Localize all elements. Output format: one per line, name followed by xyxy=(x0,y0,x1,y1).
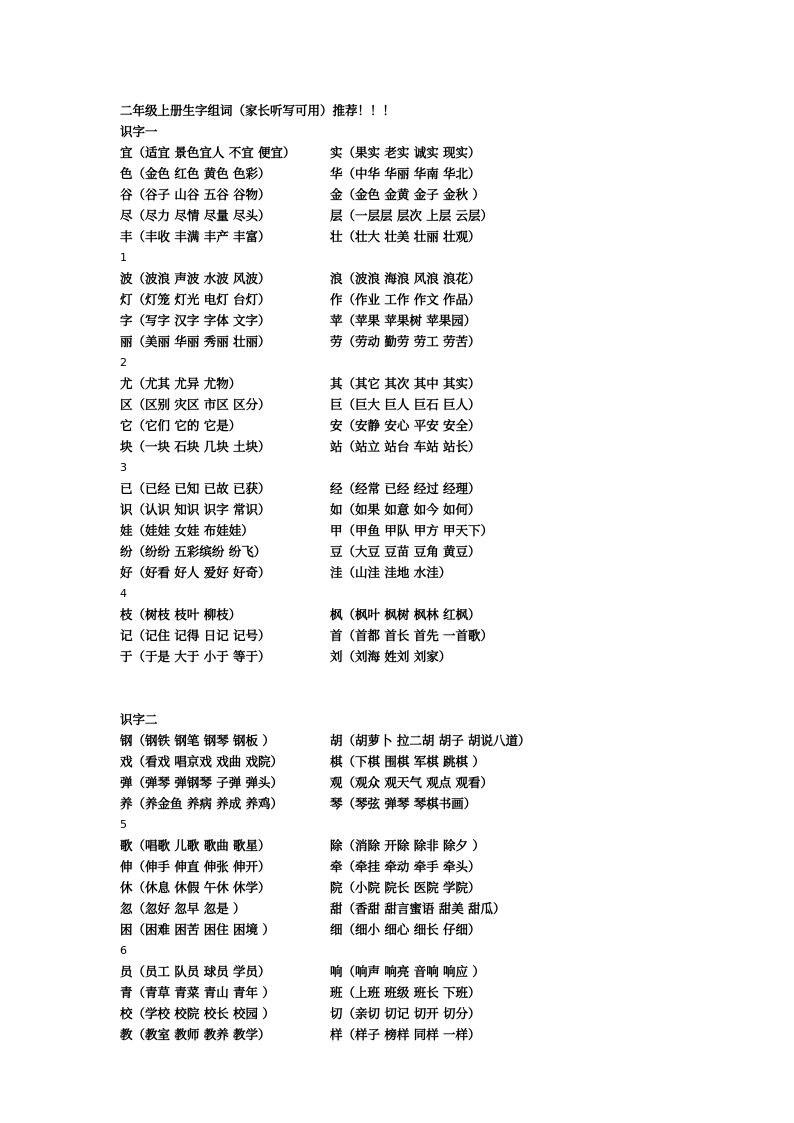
word-group-right: 洼（山洼 洼地 水洼） xyxy=(330,565,452,580)
word-group-right: 切（亲切 切记 切开 切分） xyxy=(330,1006,481,1021)
word-group-right: 劳（劳动 勤劳 劳工 劳苦） xyxy=(330,334,481,349)
word-group-row xyxy=(120,562,680,583)
lesson-number: 1 xyxy=(120,251,127,264)
word-group-left: 枝（树枝 枝叶 柳枝） xyxy=(120,607,242,622)
word-group-left: 尽（尽力 尽情 尽量 尽头） xyxy=(120,208,271,223)
word-group-row xyxy=(120,772,680,793)
word-group-right: 院（小院 院长 医院 学院） xyxy=(330,880,481,895)
word-group-right: 安（安静 安心 平安 安全） xyxy=(330,418,481,433)
section-heading: 识字一 xyxy=(120,124,158,139)
word-group-left: 好（好看 好人 爱好 好奇） xyxy=(120,565,271,580)
word-group-right: 除（消除 开除 除非 除夕 ） xyxy=(330,838,485,853)
blank-line xyxy=(120,667,680,688)
word-group-left: 块（一块 石块 几块 土块） xyxy=(120,439,271,454)
word-group-right: 经（经常 已经 经过 经理） xyxy=(330,481,481,496)
word-group-left: 记（记住 记得 日记 记号） xyxy=(120,628,271,643)
word-group-left: 员（员工 队员 球员 学员） xyxy=(120,964,271,979)
word-group-right: 响（响声 响亮 音响 响应 ） xyxy=(330,964,485,979)
word-group-row xyxy=(120,499,680,520)
word-group-right: 实（果实 老实 诚实 现实） xyxy=(330,145,481,160)
lesson-number: 6 xyxy=(120,944,127,957)
word-group-right: 苹（苹果 苹果树 苹果园） xyxy=(330,313,477,328)
word-group-row xyxy=(120,730,680,751)
word-group-left: 弹（弹琴 弹钢琴 子弹 弹头） xyxy=(120,775,284,790)
word-group-row xyxy=(120,331,680,352)
word-group-row xyxy=(120,520,680,541)
word-group-row xyxy=(120,184,680,205)
word-group-right: 样（样子 榜样 同样 一样） xyxy=(330,1027,481,1042)
word-group-right: 作（作业 工作 作文 作品） xyxy=(330,292,481,307)
word-group-left: 忽（忽好 忽早 忽是 ） xyxy=(120,901,246,916)
blank-line xyxy=(120,688,680,709)
word-group-left: 青（青草 青菜 青山 青年 ） xyxy=(120,985,275,1000)
word-group-right: 枫（枫叶 枫树 枫林 红枫） xyxy=(330,607,481,622)
word-group-row xyxy=(120,142,680,163)
word-group-left: 字（写字 汉字 字体 文字） xyxy=(120,313,271,328)
lesson-number: 3 xyxy=(120,461,127,474)
word-group-left: 尤（尤其 尤异 尤物） xyxy=(120,376,242,391)
word-group-row xyxy=(120,646,680,667)
word-group-right: 站（站立 站台 车站 站长） xyxy=(330,439,481,454)
word-group-row xyxy=(120,163,680,184)
word-group-row xyxy=(120,604,680,625)
word-group-left: 休（休息 休假 午休 休学） xyxy=(120,880,271,895)
word-group-left: 于（于是 大于 小于 等于） xyxy=(120,649,271,664)
word-group-left: 宜（适宜 景色宜人 不宜 便宜） xyxy=(120,145,296,160)
word-group-row xyxy=(120,289,680,310)
word-group-row xyxy=(120,919,680,940)
word-group-right: 牵（牵挂 牵动 牵手 牵头） xyxy=(330,859,481,874)
word-group-left: 区（区别 灾区 市区 区分） xyxy=(120,397,271,412)
word-group-row xyxy=(120,310,680,331)
word-group-left: 已（已经 已知 已故 已获） xyxy=(120,481,271,496)
word-group-row xyxy=(120,835,680,856)
word-group-row xyxy=(120,394,680,415)
word-group-row xyxy=(120,1003,680,1024)
word-group-left: 谷（谷子 山谷 五谷 谷物） xyxy=(120,187,271,202)
word-group-row xyxy=(120,226,680,247)
word-group-right: 甜（香甜 甜言蜜语 甜美 甜瓜） xyxy=(330,901,506,916)
word-group-right: 观（观众 观天气 观点 观看） xyxy=(330,775,494,790)
word-group-row xyxy=(120,877,680,898)
word-group-row xyxy=(120,478,680,499)
word-group-left: 伸（伸手 伸直 伸张 伸开） xyxy=(120,859,271,874)
word-group-row xyxy=(120,961,680,982)
word-group-row xyxy=(120,541,680,562)
word-group-right: 琴（琴弦 弹琴 琴棋书画） xyxy=(330,796,477,811)
word-group-row xyxy=(120,982,680,1003)
word-group-left: 色（金色 红色 黄色 色彩） xyxy=(120,166,271,181)
word-group-left: 波（波浪 声波 水波 风波） xyxy=(120,271,271,286)
word-group-row xyxy=(120,625,680,646)
section-heading: 识字二 xyxy=(120,712,158,727)
word-group-left: 校（学校 校院 校长 校园 ） xyxy=(120,1006,275,1021)
word-group-right: 壮（壮大 壮美 壮丽 壮观） xyxy=(330,229,481,244)
word-group-right: 层（一层层 层次 上层 云层） xyxy=(330,208,494,223)
word-group-right: 豆（大豆 豆苗 豆角 黄豆） xyxy=(330,544,481,559)
word-group-right: 其（其它 其次 其中 其实） xyxy=(330,376,481,391)
lesson-number: 2 xyxy=(120,356,127,369)
word-group-row xyxy=(120,268,680,289)
word-group-left: 歌（唱歌 儿歌 歌曲 歌星） xyxy=(120,838,271,853)
word-group-right: 班（上班 班级 班长 下班） xyxy=(330,985,481,1000)
word-group-left: 灯（灯笼 灯光 电灯 台灯） xyxy=(120,292,271,307)
word-group-row xyxy=(120,793,680,814)
lesson-number: 5 xyxy=(120,818,127,831)
word-group-left: 识（认识 知识 识字 常识） xyxy=(120,502,271,517)
word-group-row xyxy=(120,1024,680,1045)
word-group-right: 胡（胡萝卜 拉二胡 胡子 胡说八道） xyxy=(330,733,531,748)
word-group-row xyxy=(120,415,680,436)
word-group-left: 养（养金鱼 养病 养成 养鸡） xyxy=(120,796,284,811)
word-group-right: 金（金色 金黄 金子 金秋 ） xyxy=(330,187,485,202)
word-group-left: 困（困难 困苦 困住 困境 ） xyxy=(120,922,275,937)
word-group-row xyxy=(120,205,680,226)
word-group-left: 丽（美丽 华丽 秀丽 壮丽） xyxy=(120,334,271,349)
word-group-right: 甲（甲鱼 甲队 甲方 甲天下） xyxy=(330,523,494,538)
word-group-right: 细（细小 细心 细长 仔细） xyxy=(330,922,481,937)
word-group-right: 如（如果 如意 如今 如何） xyxy=(330,502,481,517)
word-group-right: 巨（巨大 巨人 巨石 巨人） xyxy=(330,397,481,412)
word-group-row xyxy=(120,373,680,394)
word-group-right: 华（中华 华丽 华南 华北） xyxy=(330,166,481,181)
word-group-left: 娃（娃娃 女娃 布娃娃） xyxy=(120,523,254,538)
word-group-left: 教（教室 教师 教养 教学） xyxy=(120,1027,271,1042)
document-title: 二年级上册生字组词（家长听写可用）推荐！！！ xyxy=(120,103,396,118)
document-page xyxy=(120,100,680,1045)
word-group-row xyxy=(120,856,680,877)
word-group-left: 纷（纷纷 五彩缤纷 纷飞） xyxy=(120,544,267,559)
word-group-left: 戏（看戏 唱京戏 戏曲 戏院） xyxy=(120,754,284,769)
word-group-row xyxy=(120,751,680,772)
word-group-row xyxy=(120,436,680,457)
word-group-right: 首（首都 首长 首先 一首歌） xyxy=(330,628,494,643)
word-group-right: 棋（下棋 围棋 军棋 跳棋 ） xyxy=(330,754,485,769)
word-group-left: 它（它们 它的 它是） xyxy=(120,418,242,433)
lesson-number: 4 xyxy=(120,587,127,600)
word-group-left: 丰（丰收 丰满 丰产 丰富） xyxy=(120,229,271,244)
word-group-left: 钢（钢铁 钢笔 钢琴 钢板 ） xyxy=(120,733,275,748)
word-group-row xyxy=(120,898,680,919)
word-group-right: 刘（刘海 姓刘 刘家） xyxy=(330,649,452,664)
word-group-right: 浪（波浪 海浪 风浪 浪花） xyxy=(330,271,481,286)
